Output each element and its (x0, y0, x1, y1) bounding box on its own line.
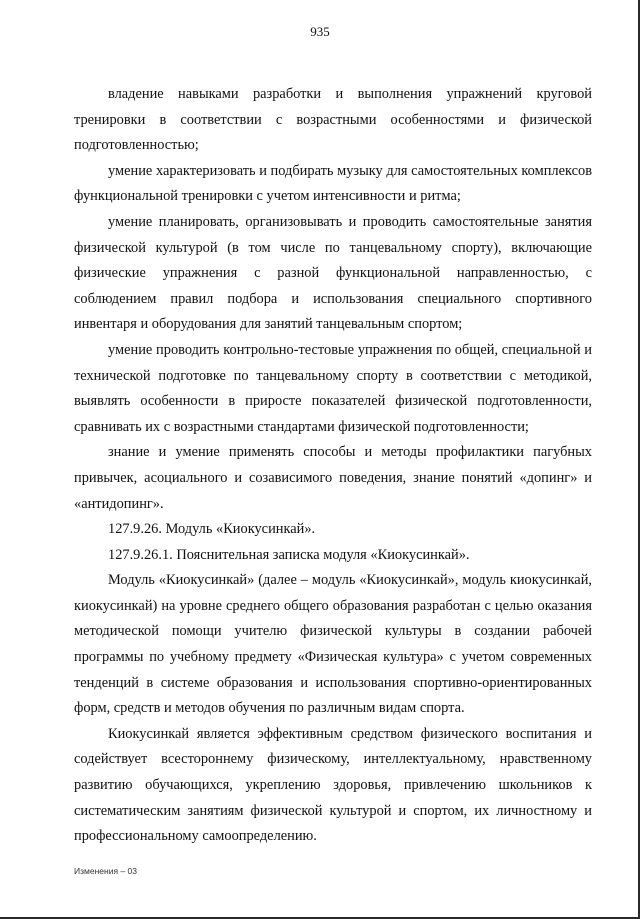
page-number: 935 (310, 24, 330, 39)
section-heading-explanatory-note: 127.9.26.1. Пояснительная записка модуля «Киокусинкай». (108, 546, 470, 563)
paragraph-module-description: Модуль «Киокусинкай» (далее – модуль «Киокусинкай», модуль киокусинкай, киокусинкай) на уровне среднего общего образования разработан с целью оказания методической помощи учителю физической культуры в создании рабочей программы по учебному предмету «Физическая культура» с учетом современных тенденций в системе образования и использования спортивно-ориентированных форм, средств и методов обучения по различным видам спорта. (74, 572, 592, 717)
paragraph-circuit-training: владение навыками разработки и выполнения упражнений круговой тренировки в соответствии с возрастными особенностями и физической подготовленностью; (74, 86, 592, 154)
document-body (74, 82, 592, 850)
footer-revision-note: Изменения – 03 (74, 866, 137, 876)
paragraph-prevention: знание и умение применять способы и методы профилактики пагубных привычек, асоциального и созависимого поведения, знание понятий «допинг» и «антидопинг». (74, 444, 592, 512)
section-heading-module: 127.9.26. Модуль «Киокусинкай». (108, 521, 316, 538)
paragraph-kyokushin-value: Киокусинкай является эффективным средством физического воспитания и содействует всестороннему физическому, интеллектуальному, нравственному развитию обучающихся, укреплению здоровья, привлечению школьников к систематическим занятиям физической культурой и спортом, их личностному и профессиональному самоопределению. (74, 725, 592, 845)
paragraph-control-tests: умение проводить контрольно-тестовые упражнения по общей, специальной и технической подготовке по танцевальному спорту в соответствии с методикой, выявлять особенности в приросте показателей физической подготовленности, сравнивать их с возрастными стандартами физической подготовленности; (74, 341, 592, 435)
paragraph-music-selection: умение характеризовать и подбирать музыку для самостоятельных комплексов функциональной тренировки с учетом интенсивности и ритма; (74, 162, 592, 205)
paragraph-plan-classes: умение планировать, организовывать и проводить самостоятельные занятия физической культурой (в том числе по танцевальному спорту), включающие физические упражнения с разной функциональной направленностью, с соблюдением правил подбора и использования специального спортивного инвентаря и оборудования для занятий танцевальным спортом; (74, 213, 592, 333)
